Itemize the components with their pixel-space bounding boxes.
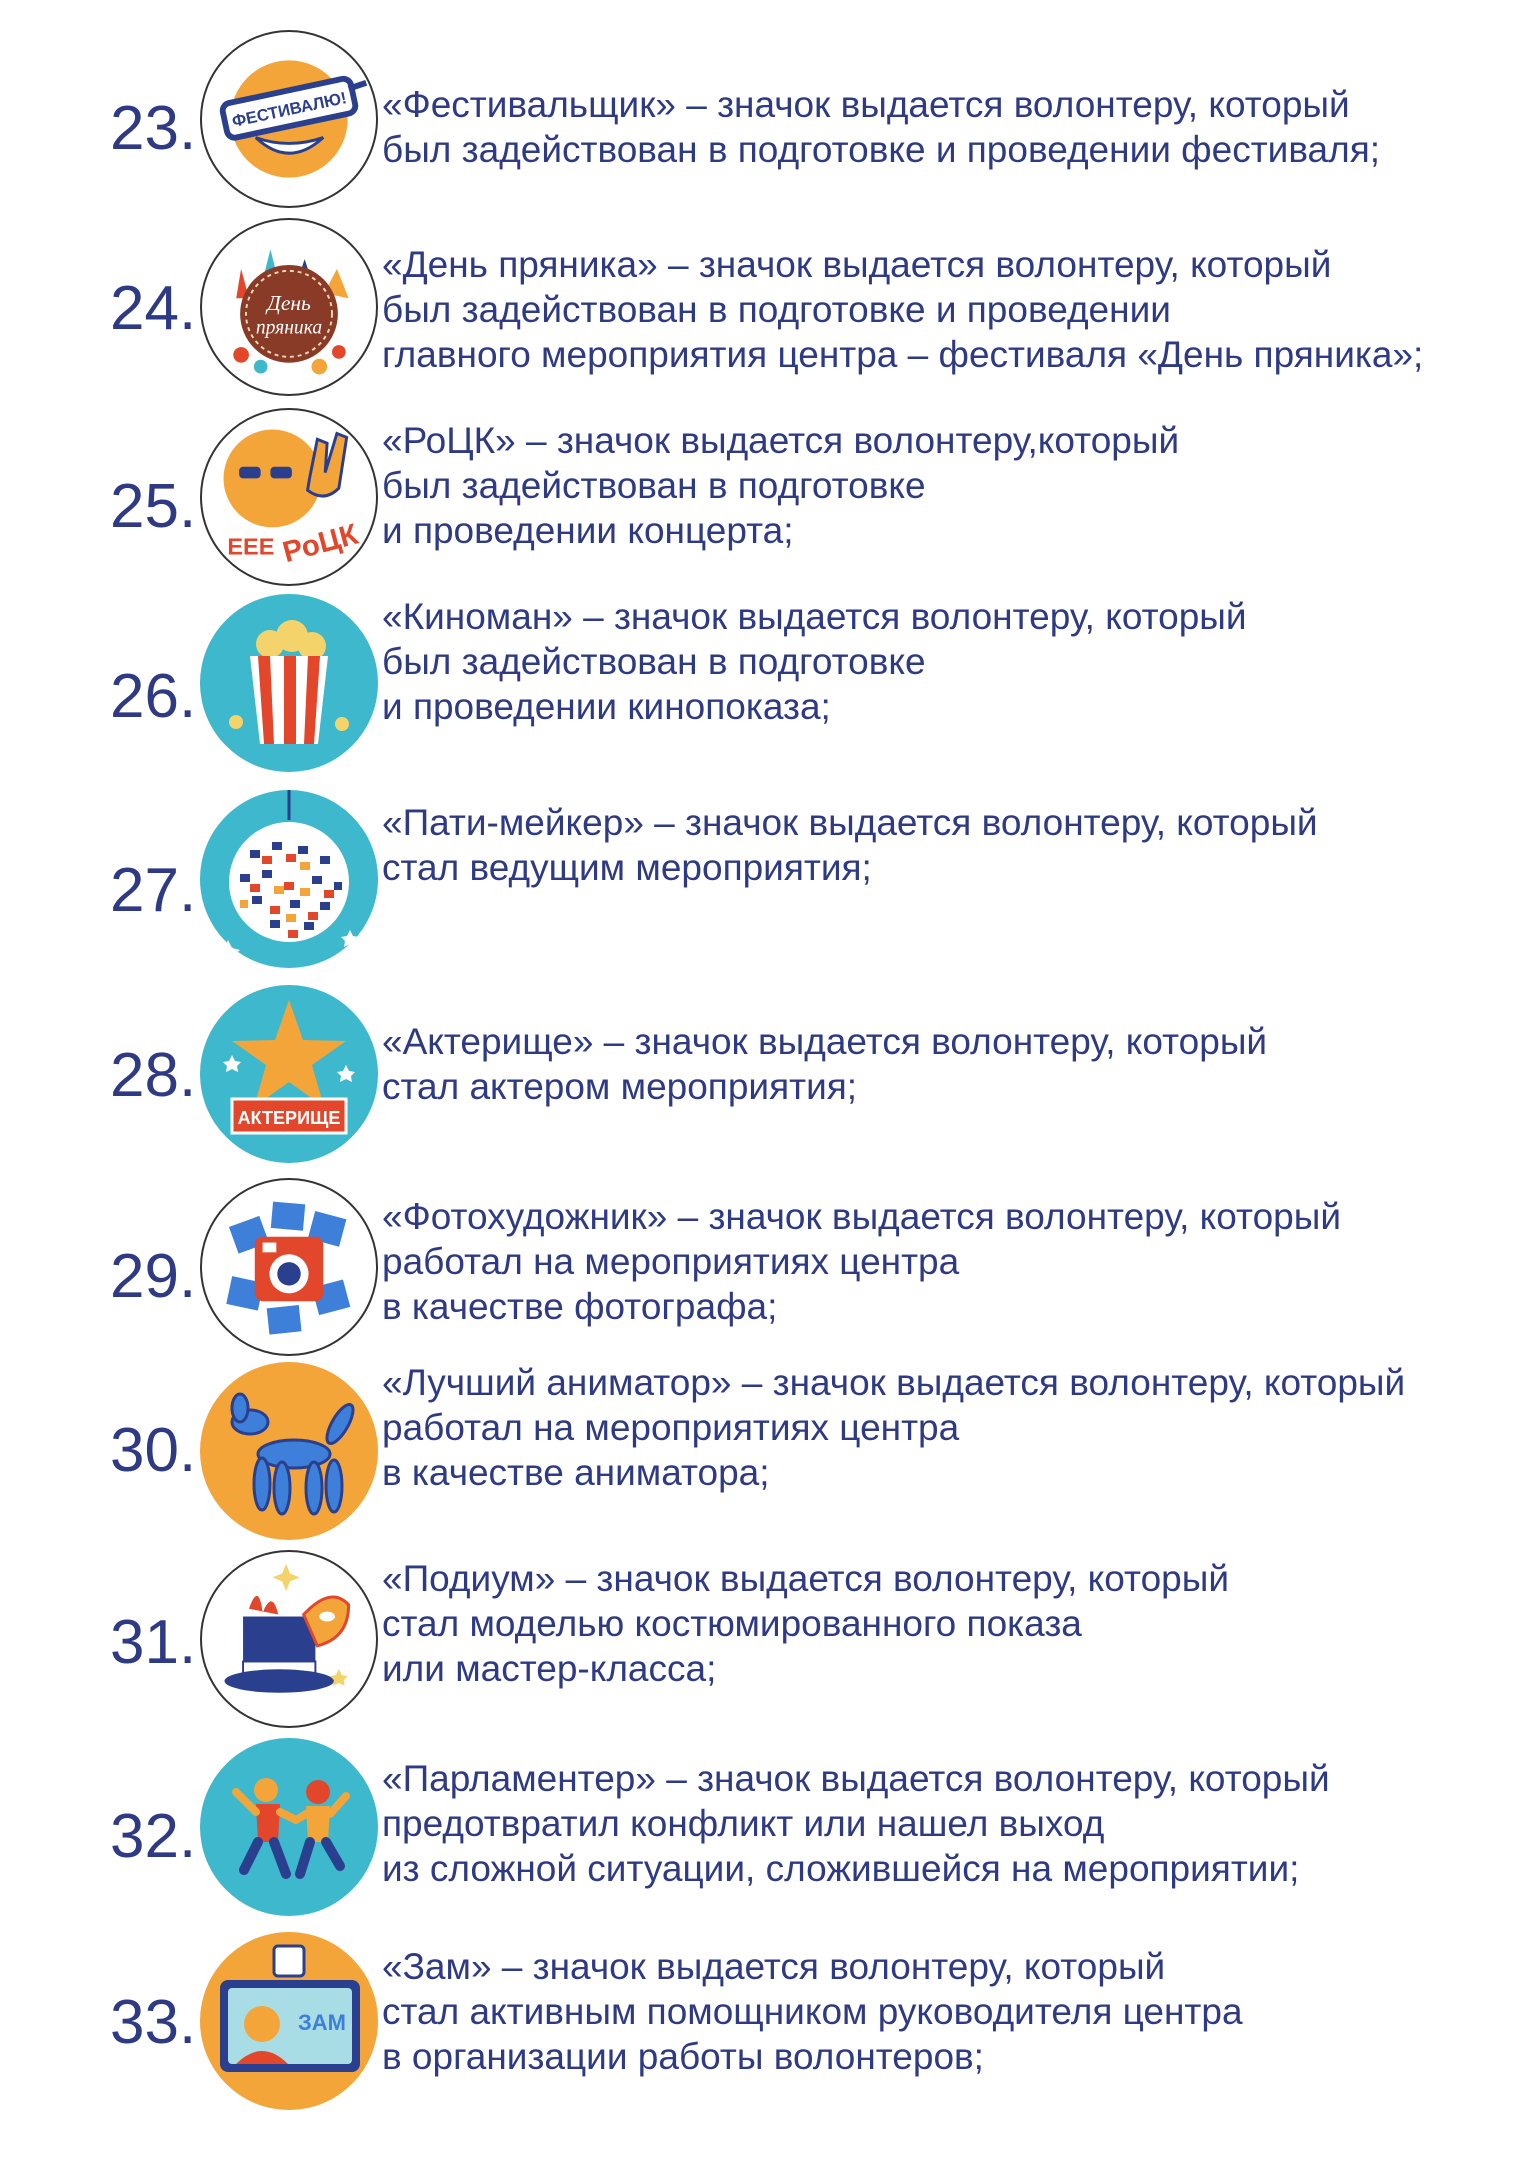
item-description — [382, 594, 1502, 729]
desc-line: был задействован в подготовке — [382, 641, 926, 682]
desc-line: или мастер-класса; — [382, 1648, 717, 1689]
desc-line: и проведении концерта; — [382, 510, 794, 551]
desc-line: был задействован в подготовке и проведении — [382, 289, 1171, 330]
jumping-people-icon — [200, 1738, 378, 1916]
desc-line: «Фотохудожник» – значок выдается волонтеру, который — [382, 1196, 1342, 1237]
badge-text: EEE — [227, 533, 275, 560]
desc-line: «Пати-мейкер» – значок выдается волонтеру, который — [382, 802, 1318, 843]
desc-line: «Актерище» – значок выдается волонтеру, который — [382, 1021, 1268, 1062]
desc-line: в качестве фотографа; — [382, 1286, 778, 1327]
desc-line: «Киноман» – значок выдается волонтеру, который — [382, 596, 1247, 637]
desc-line: «Парламентер» – значок выдается волонтеру, который — [382, 1758, 1330, 1799]
desc-line: «Подиум» – значок выдается волонтеру, который — [382, 1558, 1229, 1599]
item-number: 26. — [110, 662, 197, 731]
item-description — [382, 1360, 1502, 1495]
badge-text: ЗАМ — [298, 2010, 346, 2035]
item-number: 33. — [110, 1988, 197, 2057]
desc-line: стал моделью костюмированного показа — [382, 1603, 1082, 1644]
star-sign-icon — [200, 985, 378, 1163]
item-number: 25. — [110, 472, 197, 541]
desc-line: работал на мероприятиях центра — [382, 1407, 960, 1448]
desc-line: из сложной ситуации, сложившейся на мероприятии; — [382, 1848, 1300, 1889]
rock-smiley-icon — [200, 408, 378, 586]
item-description — [382, 418, 1502, 553]
desc-line: «День пряника» – значок выдается волонтеру, который — [382, 244, 1332, 285]
item-number: 28. — [110, 1041, 197, 1110]
item-description — [382, 1019, 1502, 1109]
item-number: 29. — [110, 1242, 197, 1311]
item-description — [382, 82, 1502, 172]
item-number: 27. — [110, 856, 197, 925]
popcorn-icon — [200, 594, 378, 772]
badge-text: РоЦК — [279, 517, 362, 570]
desc-line: стал активным помощником руководителя центра — [382, 1991, 1243, 2032]
item-description — [382, 1194, 1502, 1329]
desc-line: и проведении кинопоказа; — [382, 686, 831, 727]
desc-line: «Зам» – значок выдается волонтеру, который — [382, 1946, 1166, 1987]
desc-line: предотвратил конфликт или нашел выход — [382, 1803, 1105, 1844]
badge-card-icon — [200, 1932, 378, 2110]
item-number: 30. — [110, 1416, 197, 1485]
camera-photos-icon — [200, 1178, 378, 1356]
item-description — [382, 800, 1502, 890]
top-hat-mask-icon — [200, 1550, 378, 1728]
item-description — [382, 1944, 1502, 2079]
balloon-dog-icon — [200, 1362, 378, 1540]
desc-line: «Фестивальщик» – значок выдается волонтеру, который — [382, 84, 1350, 125]
badge-text: АКТЕРИЩЕ — [237, 1108, 341, 1128]
desc-line: был задействован в подготовке — [382, 465, 926, 506]
desc-line: главного мероприятия центра – фестиваля «День пряника»; — [382, 334, 1424, 375]
item-number: 24. — [110, 274, 197, 343]
desc-line: работал на мероприятиях центра — [382, 1241, 960, 1282]
item-description — [382, 1756, 1502, 1891]
item-number: 23. — [110, 94, 197, 163]
item-number: 32. — [110, 1802, 197, 1871]
item-number: 31. — [110, 1608, 197, 1677]
item-description — [382, 242, 1502, 377]
desc-line: стал ведущим мероприятия; — [382, 847, 872, 888]
desc-line: «РоЦК» – значок выдается волонтеру,который — [382, 420, 1180, 461]
desc-line: в качестве аниматора; — [382, 1452, 770, 1493]
festival-smiley-icon — [200, 30, 378, 208]
gingerbread-day-icon — [200, 218, 378, 396]
disco-ball-icon — [200, 790, 378, 968]
badge-text: ФЕСТИВАЛЮ! — [230, 88, 349, 131]
badge-text: День — [267, 290, 311, 315]
item-description — [382, 1556, 1502, 1691]
desc-line: «Лучший аниматор» – значок выдается волонтеру, который — [382, 1362, 1406, 1403]
desc-line: стал актером мероприятия; — [382, 1066, 858, 1107]
desc-line: в организации работы волонтеров; — [382, 2036, 984, 2077]
desc-line: был задействован в подготовке и проведении фестиваля; — [382, 129, 1381, 170]
badge-text: пряника — [255, 317, 323, 339]
